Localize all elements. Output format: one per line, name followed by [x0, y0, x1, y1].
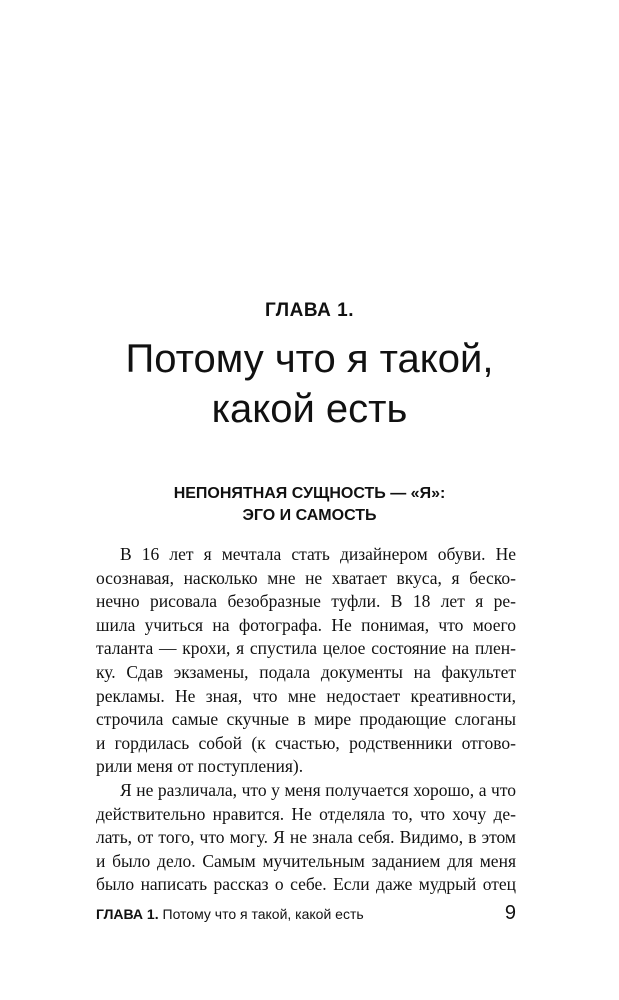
section-heading-line: НЕПОНЯТНАЯ СУЩНОСТЬ — «Я»:	[173, 485, 446, 502]
running-footer	[96, 906, 364, 922]
text-line: В 16 лет я мечтала стать дизайнером обуви. Не	[120, 544, 516, 564]
text-line: осознавая, насколько мне не хватает вкуса, я беско-	[96, 567, 516, 588]
footer-chapter-label: ГЛАВА 1.	[96, 906, 159, 922]
text-line: и гордилась собой (к счастью, родственники отгово-	[96, 732, 516, 753]
paragraph	[96, 779, 516, 897]
text-line: действительно нравится. Не отделяла то, что хочу де-	[96, 803, 516, 824]
text-line: и было дело. Самым мучительным заданием для меня	[96, 850, 516, 871]
text-line: шила учиться на фотографа. Не понимая, что моего	[96, 614, 516, 635]
paragraph	[96, 543, 516, 779]
page-number: 9	[504, 902, 516, 924]
chapter-title-line: Потому что я такой,	[125, 337, 494, 381]
section-heading	[0, 483, 619, 527]
chapter-label: ГЛАВА 1.	[265, 300, 354, 321]
text-line: рекламы. Не зная, что мне недостает креативности,	[96, 685, 516, 706]
footer-chapter-title: Потому что я такой, какой есть	[158, 906, 364, 922]
chapter-title-line: какой есть	[211, 387, 408, 431]
body-text	[96, 543, 516, 897]
text-line: было написать рассказ о себе. Если даже мудрый отец	[96, 874, 516, 895]
text-line: ку. Сдав экзамены, подала документы на факультет	[96, 661, 516, 682]
text-line: строчила самые скучные в мире продающие слоганы	[96, 709, 516, 730]
text-line: рили меня от поступления).	[96, 756, 304, 777]
text-line: Я не различала, что у меня получается хорошо, а что	[120, 779, 516, 800]
text-line: таланта — крохи, я спустила целое состояние на плен-	[96, 638, 516, 659]
chapter-title	[0, 334, 619, 434]
section-heading-line: ЭГО И САМОСТЬ	[242, 507, 377, 524]
text-line: нечно рисовала безобразные туфли. В 18 лет я ре-	[96, 591, 516, 612]
text-line: лать, от того, что могу. Я не знала себя. Видимо, в этом	[96, 827, 516, 848]
